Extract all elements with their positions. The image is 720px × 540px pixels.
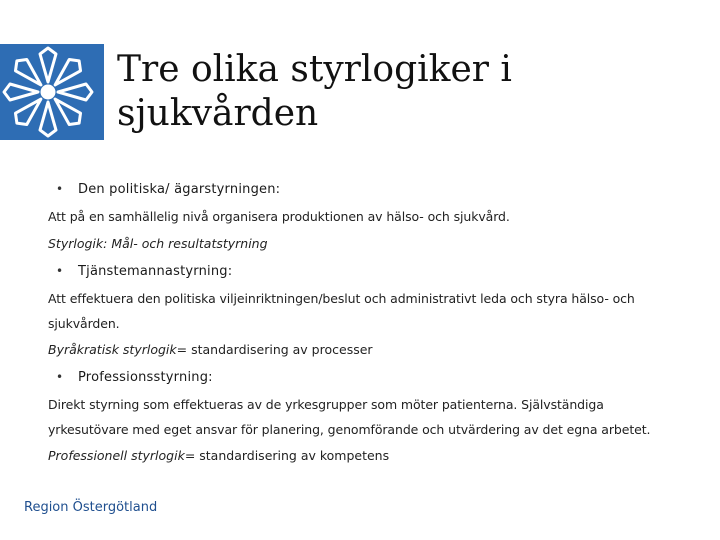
- cornflower-logo-icon: [0, 44, 104, 140]
- logic-label-italic: Professionell styrlogik: [48, 448, 185, 463]
- logo: [0, 44, 104, 140]
- body-text: Att effektuera den politiska viljeinriktningen/beslut och administrativt leda och styra hälso- och: [48, 291, 635, 306]
- bullet: •: [56, 370, 64, 384]
- logic-label: [48, 236, 268, 251]
- heading-text: Professionsstyrning:: [78, 370, 213, 385]
- logic-label-italic: Styrlogik: Mål- och resultatstyrning: [48, 236, 268, 251]
- heading-text: Tjänstemannastyrning:: [78, 264, 233, 279]
- body-text: Att på en samhällelig nivå organisera produktionen av hälso- och sjukvård.: [48, 209, 510, 224]
- body-text: sjukvården.: [48, 316, 120, 331]
- footer-label: Region Östergötland: [24, 500, 158, 515]
- title-line-1: Tre olika styrlogiker i: [117, 49, 512, 90]
- title-line-2: sjukvården: [117, 93, 319, 134]
- logic-label: [48, 342, 373, 357]
- logic-label-rest: = standardisering av processer: [176, 342, 373, 357]
- body-text: yrkesutövare med eget ansvar för planering, genomförande och utvärdering av det egna arbetet.: [48, 422, 651, 437]
- heading-text: Den politiska/ ägarstyrningen:: [78, 182, 281, 197]
- bullet: •: [56, 264, 64, 278]
- bullet: •: [56, 182, 64, 196]
- page-title: [117, 48, 677, 136]
- body-text: Direkt styrning som effektueras av de yrkesgrupper som möter patienterna. Självständiga: [48, 397, 604, 412]
- logic-label: [48, 448, 389, 463]
- logic-label-rest: = standardisering av kompetens: [184, 448, 390, 463]
- logic-label-italic: Byråkratisk styrlogik: [48, 342, 177, 357]
